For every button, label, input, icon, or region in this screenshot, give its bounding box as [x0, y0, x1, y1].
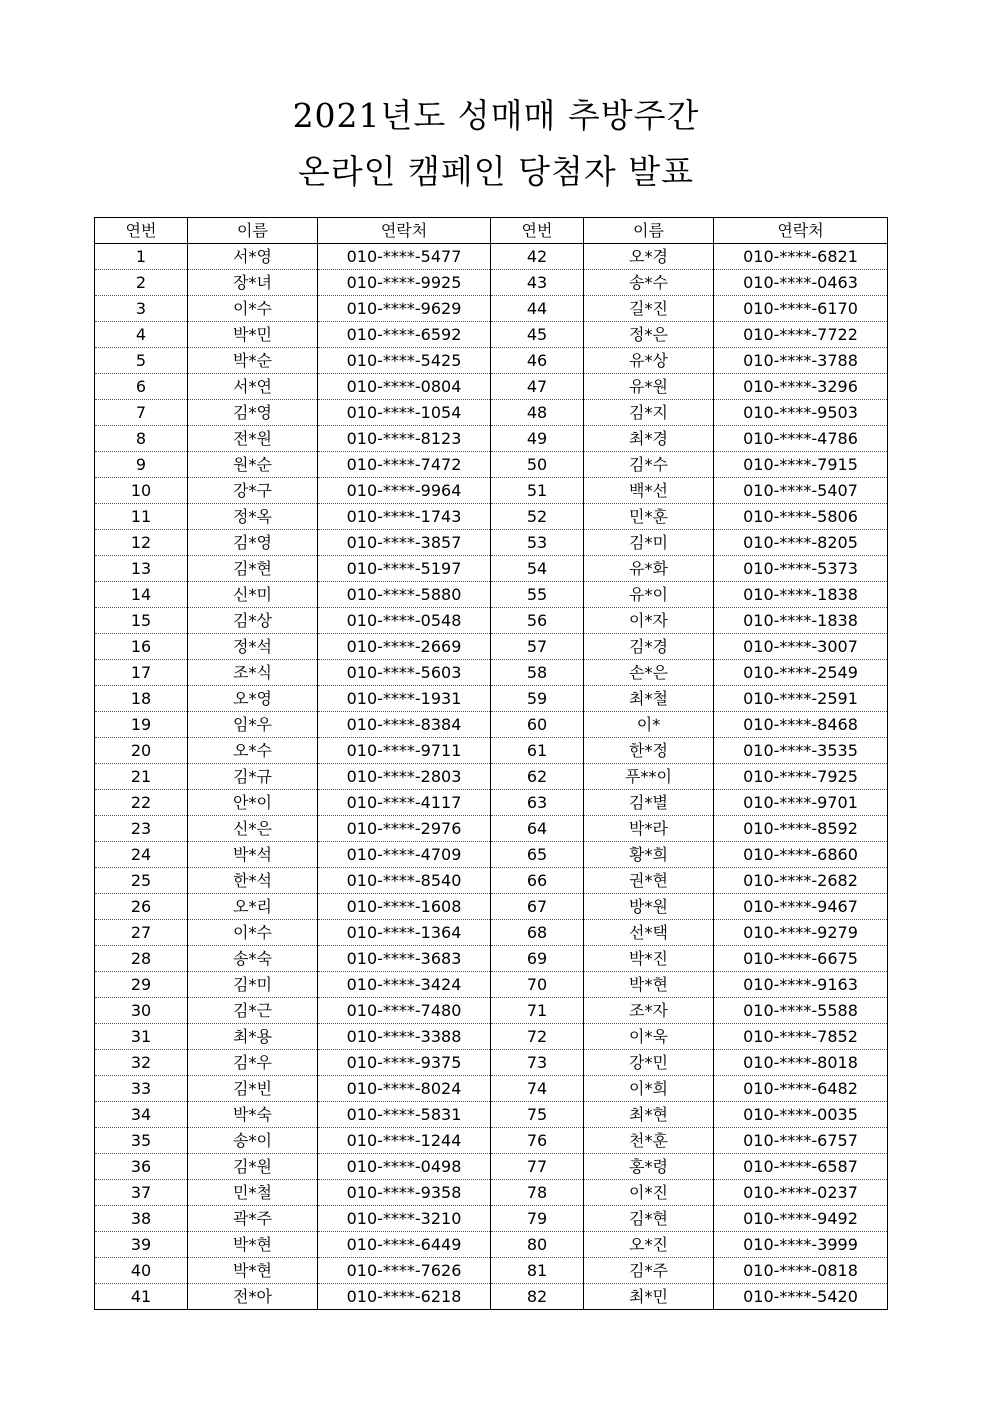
cell-contact-right: 010-****-6821 [714, 244, 888, 270]
table-row [95, 1076, 888, 1102]
cell-no-left: 31 [95, 1024, 188, 1050]
cell-name-right: 정*은 [584, 322, 714, 348]
cell-contact-right: 010-****-7722 [714, 322, 888, 348]
cell-name-left: 전*아 [188, 1284, 318, 1310]
cell-name-left: 강*구 [188, 478, 318, 504]
cell-no-right: 57 [491, 634, 584, 660]
cell-no-right: 59 [491, 686, 584, 712]
table-row [95, 712, 888, 738]
cell-contact-right: 010-****-9467 [714, 894, 888, 920]
cell-name-right: 최*현 [584, 1102, 714, 1128]
cell-no-right: 45 [491, 322, 584, 348]
cell-no-left: 37 [95, 1180, 188, 1206]
table-row [95, 1050, 888, 1076]
page-title-line2: 온라인 캠페인 당첨자 발표 [297, 152, 695, 191]
cell-name-left: 박*석 [188, 842, 318, 868]
cell-contact-left: 010-****-8540 [318, 868, 491, 894]
cell-no-left: 16 [95, 634, 188, 660]
cell-name-left: 오*영 [188, 686, 318, 712]
cell-name-left: 이*수 [188, 920, 318, 946]
cell-contact-left: 010-****-1743 [318, 504, 491, 530]
cell-no-left: 22 [95, 790, 188, 816]
cell-no-right: 78 [491, 1180, 584, 1206]
cell-no-right: 67 [491, 894, 584, 920]
table-row [95, 868, 888, 894]
cell-contact-left: 010-****-6449 [318, 1232, 491, 1258]
table-row [95, 894, 888, 920]
table-row [95, 920, 888, 946]
cell-contact-right: 010-****-6757 [714, 1128, 888, 1154]
table-row [95, 296, 888, 322]
cell-contact-left: 010-****-5880 [318, 582, 491, 608]
cell-contact-left: 010-****-9358 [318, 1180, 491, 1206]
cell-name-left: 오*리 [188, 894, 318, 920]
cell-contact-left: 010-****-0548 [318, 608, 491, 634]
cell-name-right: 강*민 [584, 1050, 714, 1076]
cell-contact-left: 010-****-7472 [318, 452, 491, 478]
cell-name-left: 박*민 [188, 322, 318, 348]
cell-contact-right: 010-****-9163 [714, 972, 888, 998]
cell-no-right: 82 [491, 1284, 584, 1310]
cell-contact-right: 010-****-6482 [714, 1076, 888, 1102]
cell-contact-right: 010-****-7925 [714, 764, 888, 790]
cell-contact-left: 010-****-1608 [318, 894, 491, 920]
cell-contact-left: 010-****-7480 [318, 998, 491, 1024]
cell-contact-left: 010-****-9925 [318, 270, 491, 296]
cell-contact-right: 010-****-4786 [714, 426, 888, 452]
cell-no-right: 61 [491, 738, 584, 764]
cell-name-right: 황*희 [584, 842, 714, 868]
cell-no-left: 26 [95, 894, 188, 920]
cell-contact-right: 010-****-6675 [714, 946, 888, 972]
cell-name-right: 박*라 [584, 816, 714, 842]
cell-contact-left: 010-****-8384 [318, 712, 491, 738]
cell-no-right: 80 [491, 1232, 584, 1258]
cell-no-left: 28 [95, 946, 188, 972]
cell-contact-left: 010-****-5197 [318, 556, 491, 582]
cell-name-left: 신*은 [188, 816, 318, 842]
cell-no-left: 25 [95, 868, 188, 894]
cell-no-right: 43 [491, 270, 584, 296]
cell-no-left: 12 [95, 530, 188, 556]
header-contact-left: 연락처 [318, 218, 491, 244]
cell-name-left: 서*영 [188, 244, 318, 270]
table-row [95, 686, 888, 712]
cell-contact-left: 010-****-0498 [318, 1154, 491, 1180]
cell-name-right: 이* [584, 712, 714, 738]
table-row [95, 1128, 888, 1154]
cell-no-left: 15 [95, 608, 188, 634]
page-title-line1: 2021년도 성매매 추방주간 [292, 96, 700, 135]
cell-no-left: 13 [95, 556, 188, 582]
cell-no-left: 34 [95, 1102, 188, 1128]
cell-no-right: 69 [491, 946, 584, 972]
cell-name-right: 한*정 [584, 738, 714, 764]
header-contact-right: 연락처 [714, 218, 888, 244]
table-row [95, 1258, 888, 1284]
cell-name-left: 김*우 [188, 1050, 318, 1076]
table-row [95, 946, 888, 972]
cell-name-left: 송*숙 [188, 946, 318, 972]
cell-no-right: 54 [491, 556, 584, 582]
header-no-right: 연번 [491, 218, 584, 244]
table-row [95, 504, 888, 530]
cell-no-right: 53 [491, 530, 584, 556]
cell-no-right: 52 [491, 504, 584, 530]
cell-name-right: 김*미 [584, 530, 714, 556]
cell-contact-right: 010-****-8205 [714, 530, 888, 556]
cell-no-right: 58 [491, 660, 584, 686]
cell-name-right: 김*지 [584, 400, 714, 426]
cell-no-left: 40 [95, 1258, 188, 1284]
cell-contact-left: 010-****-9375 [318, 1050, 491, 1076]
table-row [95, 1206, 888, 1232]
cell-no-left: 2 [95, 270, 188, 296]
cell-no-left: 11 [95, 504, 188, 530]
cell-no-right: 56 [491, 608, 584, 634]
cell-no-left: 17 [95, 660, 188, 686]
header-no-left: 연번 [95, 218, 188, 244]
cell-name-left: 김*원 [188, 1154, 318, 1180]
cell-no-left: 20 [95, 738, 188, 764]
cell-contact-left: 010-****-1364 [318, 920, 491, 946]
cell-no-left: 35 [95, 1128, 188, 1154]
cell-no-right: 76 [491, 1128, 584, 1154]
table-row [95, 582, 888, 608]
table-row [95, 1284, 888, 1310]
cell-name-left: 김*근 [188, 998, 318, 1024]
cell-contact-left: 010-****-7626 [318, 1258, 491, 1284]
cell-no-right: 70 [491, 972, 584, 998]
cell-name-left: 임*우 [188, 712, 318, 738]
cell-contact-left: 010-****-3424 [318, 972, 491, 998]
cell-contact-right: 010-****-9701 [714, 790, 888, 816]
cell-contact-right: 010-****-6170 [714, 296, 888, 322]
header-name-left: 이름 [188, 218, 318, 244]
cell-no-left: 9 [95, 452, 188, 478]
table-row [95, 452, 888, 478]
cell-no-right: 49 [491, 426, 584, 452]
cell-name-left: 송*이 [188, 1128, 318, 1154]
cell-contact-right: 010-****-3535 [714, 738, 888, 764]
cell-contact-left: 010-****-1931 [318, 686, 491, 712]
cell-name-right: 김*경 [584, 634, 714, 660]
cell-contact-right: 010-****-9279 [714, 920, 888, 946]
cell-name-right: 김*별 [584, 790, 714, 816]
cell-name-right: 박*현 [584, 972, 714, 998]
cell-name-left: 안*이 [188, 790, 318, 816]
cell-contact-right: 010-****-2591 [714, 686, 888, 712]
cell-contact-right: 010-****-0818 [714, 1258, 888, 1284]
cell-contact-right: 010-****-3007 [714, 634, 888, 660]
cell-no-right: 44 [491, 296, 584, 322]
cell-name-right: 홍*령 [584, 1154, 714, 1180]
cell-name-right: 권*현 [584, 868, 714, 894]
cell-name-left: 김*현 [188, 556, 318, 582]
cell-no-right: 48 [491, 400, 584, 426]
cell-name-right: 민*훈 [584, 504, 714, 530]
cell-contact-right: 010-****-9503 [714, 400, 888, 426]
cell-name-right: 푸**이 [584, 764, 714, 790]
cell-contact-left: 010-****-9711 [318, 738, 491, 764]
cell-no-left: 10 [95, 478, 188, 504]
cell-contact-right: 010-****-0463 [714, 270, 888, 296]
cell-no-left: 18 [95, 686, 188, 712]
cell-contact-right: 010-****-6587 [714, 1154, 888, 1180]
cell-no-right: 46 [491, 348, 584, 374]
cell-no-left: 8 [95, 426, 188, 452]
cell-no-left: 5 [95, 348, 188, 374]
cell-no-right: 50 [491, 452, 584, 478]
table-row [95, 1180, 888, 1206]
cell-name-left: 곽*주 [188, 1206, 318, 1232]
cell-name-right: 유*상 [584, 348, 714, 374]
cell-name-right: 박*진 [584, 946, 714, 972]
cell-no-right: 62 [491, 764, 584, 790]
cell-no-right: 79 [491, 1206, 584, 1232]
cell-no-right: 68 [491, 920, 584, 946]
cell-name-right: 오*진 [584, 1232, 714, 1258]
cell-name-left: 조*식 [188, 660, 318, 686]
cell-contact-left: 010-****-3210 [318, 1206, 491, 1232]
cell-contact-right: 010-****-8018 [714, 1050, 888, 1076]
cell-contact-left: 010-****-2976 [318, 816, 491, 842]
cell-no-right: 74 [491, 1076, 584, 1102]
cell-name-right: 선*택 [584, 920, 714, 946]
cell-contact-right: 010-****-0237 [714, 1180, 888, 1206]
cell-contact-left: 010-****-4117 [318, 790, 491, 816]
cell-name-right: 김*주 [584, 1258, 714, 1284]
cell-name-right: 이*욱 [584, 1024, 714, 1050]
table-row [95, 374, 888, 400]
cell-no-right: 47 [491, 374, 584, 400]
table-row [95, 348, 888, 374]
winners-table [94, 217, 888, 1310]
cell-no-left: 23 [95, 816, 188, 842]
cell-no-left: 36 [95, 1154, 188, 1180]
cell-contact-right: 010-****-2549 [714, 660, 888, 686]
cell-contact-right: 010-****-2682 [714, 868, 888, 894]
cell-contact-left: 010-****-1244 [318, 1128, 491, 1154]
cell-name-right: 최*민 [584, 1284, 714, 1310]
cell-name-right: 김*현 [584, 1206, 714, 1232]
cell-contact-left: 010-****-8123 [318, 426, 491, 452]
cell-name-left: 최*용 [188, 1024, 318, 1050]
table-row [95, 660, 888, 686]
cell-no-left: 27 [95, 920, 188, 946]
cell-no-right: 66 [491, 868, 584, 894]
table-row [95, 608, 888, 634]
cell-contact-right: 010-****-8468 [714, 712, 888, 738]
cell-contact-left: 010-****-9964 [318, 478, 491, 504]
cell-contact-right: 010-****-0035 [714, 1102, 888, 1128]
cell-name-right: 유*이 [584, 582, 714, 608]
cell-no-right: 42 [491, 244, 584, 270]
cell-contact-right: 010-****-7915 [714, 452, 888, 478]
cell-no-right: 51 [491, 478, 584, 504]
table-header-row [95, 218, 888, 244]
cell-no-right: 72 [491, 1024, 584, 1050]
cell-name-left: 오*수 [188, 738, 318, 764]
cell-name-left: 장*녀 [188, 270, 318, 296]
cell-name-right: 김*수 [584, 452, 714, 478]
table-row [95, 270, 888, 296]
cell-name-right: 천*훈 [584, 1128, 714, 1154]
table-row [95, 530, 888, 556]
cell-no-left: 39 [95, 1232, 188, 1258]
cell-contact-right: 010-****-1838 [714, 608, 888, 634]
cell-contact-left: 010-****-3388 [318, 1024, 491, 1050]
table-row [95, 998, 888, 1024]
cell-contact-left: 010-****-5477 [318, 244, 491, 270]
cell-name-right: 손*은 [584, 660, 714, 686]
cell-no-left: 41 [95, 1284, 188, 1310]
cell-contact-right: 010-****-3999 [714, 1232, 888, 1258]
cell-no-right: 60 [491, 712, 584, 738]
cell-contact-left: 010-****-5831 [318, 1102, 491, 1128]
cell-name-left: 서*연 [188, 374, 318, 400]
cell-no-left: 1 [95, 244, 188, 270]
cell-name-left: 박*현 [188, 1258, 318, 1284]
cell-contact-right: 010-****-6860 [714, 842, 888, 868]
cell-name-left: 민*철 [188, 1180, 318, 1206]
table-row [95, 1154, 888, 1180]
cell-no-right: 75 [491, 1102, 584, 1128]
table-row [95, 556, 888, 582]
cell-name-right: 유*화 [584, 556, 714, 582]
cell-contact-left: 010-****-0804 [318, 374, 491, 400]
cell-no-left: 24 [95, 842, 188, 868]
cell-contact-left: 010-****-5603 [318, 660, 491, 686]
cell-name-left: 박*숙 [188, 1102, 318, 1128]
table-row [95, 478, 888, 504]
cell-no-left: 38 [95, 1206, 188, 1232]
table-row [95, 790, 888, 816]
cell-no-left: 29 [95, 972, 188, 998]
cell-contact-right: 010-****-3296 [714, 374, 888, 400]
cell-no-left: 7 [95, 400, 188, 426]
cell-contact-right: 010-****-3788 [714, 348, 888, 374]
cell-name-left: 김*규 [188, 764, 318, 790]
cell-contact-left: 010-****-2669 [318, 634, 491, 660]
cell-no-right: 77 [491, 1154, 584, 1180]
cell-contact-right: 010-****-5588 [714, 998, 888, 1024]
cell-no-left: 30 [95, 998, 188, 1024]
cell-no-right: 64 [491, 816, 584, 842]
table-row [95, 738, 888, 764]
table-row [95, 322, 888, 348]
cell-name-left: 김*상 [188, 608, 318, 634]
cell-name-right: 길*진 [584, 296, 714, 322]
cell-contact-right: 010-****-5373 [714, 556, 888, 582]
cell-no-left: 21 [95, 764, 188, 790]
cell-no-left: 3 [95, 296, 188, 322]
table-row [95, 972, 888, 998]
cell-no-left: 6 [95, 374, 188, 400]
cell-contact-right: 010-****-7852 [714, 1024, 888, 1050]
cell-name-left: 박*순 [188, 348, 318, 374]
cell-no-left: 4 [95, 322, 188, 348]
cell-no-right: 65 [491, 842, 584, 868]
cell-contact-left: 010-****-3683 [318, 946, 491, 972]
cell-name-left: 전*원 [188, 426, 318, 452]
table-row [95, 244, 888, 270]
table-row [95, 816, 888, 842]
cell-contact-left: 010-****-2803 [318, 764, 491, 790]
cell-no-left: 14 [95, 582, 188, 608]
table-row [95, 634, 888, 660]
cell-name-left: 이*수 [188, 296, 318, 322]
cell-name-right: 이*자 [584, 608, 714, 634]
cell-name-left: 김*영 [188, 400, 318, 426]
cell-contact-left: 010-****-6218 [318, 1284, 491, 1310]
cell-contact-left: 010-****-1054 [318, 400, 491, 426]
cell-name-left: 박*현 [188, 1232, 318, 1258]
cell-contact-left: 010-****-8024 [318, 1076, 491, 1102]
cell-name-right: 오*경 [584, 244, 714, 270]
cell-contact-left: 010-****-4709 [318, 842, 491, 868]
cell-no-left: 19 [95, 712, 188, 738]
cell-contact-right: 010-****-8592 [714, 816, 888, 842]
cell-name-right: 최*철 [584, 686, 714, 712]
table-row [95, 1102, 888, 1128]
table-row [95, 1232, 888, 1258]
table-row [95, 1024, 888, 1050]
cell-contact-left: 010-****-3857 [318, 530, 491, 556]
cell-contact-right: 010-****-9492 [714, 1206, 888, 1232]
table-row [95, 426, 888, 452]
cell-name-right: 백*선 [584, 478, 714, 504]
cell-name-left: 정*석 [188, 634, 318, 660]
cell-contact-left: 010-****-5425 [318, 348, 491, 374]
cell-contact-left: 010-****-9629 [318, 296, 491, 322]
cell-name-left: 김*미 [188, 972, 318, 998]
cell-contact-right: 010-****-5407 [714, 478, 888, 504]
cell-name-right: 최*경 [584, 426, 714, 452]
cell-name-right: 이*진 [584, 1180, 714, 1206]
cell-name-left: 김*빈 [188, 1076, 318, 1102]
header-name-right: 이름 [584, 218, 714, 244]
cell-contact-left: 010-****-6592 [318, 322, 491, 348]
cell-no-right: 73 [491, 1050, 584, 1076]
cell-no-right: 81 [491, 1258, 584, 1284]
cell-name-right: 이*희 [584, 1076, 714, 1102]
cell-name-right: 방*원 [584, 894, 714, 920]
table-row [95, 764, 888, 790]
cell-no-left: 33 [95, 1076, 188, 1102]
cell-name-right: 송*수 [584, 270, 714, 296]
table-row [95, 400, 888, 426]
table-row [95, 842, 888, 868]
cell-no-right: 63 [491, 790, 584, 816]
cell-name-left: 신*미 [188, 582, 318, 608]
cell-name-left: 한*석 [188, 868, 318, 894]
cell-contact-right: 010-****-1838 [714, 582, 888, 608]
cell-no-left: 32 [95, 1050, 188, 1076]
cell-no-right: 55 [491, 582, 584, 608]
cell-name-left: 원*순 [188, 452, 318, 478]
cell-name-right: 유*원 [584, 374, 714, 400]
cell-contact-right: 010-****-5806 [714, 504, 888, 530]
cell-contact-right: 010-****-5420 [714, 1284, 888, 1310]
cell-name-left: 정*옥 [188, 504, 318, 530]
cell-name-right: 조*자 [584, 998, 714, 1024]
cell-name-left: 김*영 [188, 530, 318, 556]
cell-no-right: 71 [491, 998, 584, 1024]
